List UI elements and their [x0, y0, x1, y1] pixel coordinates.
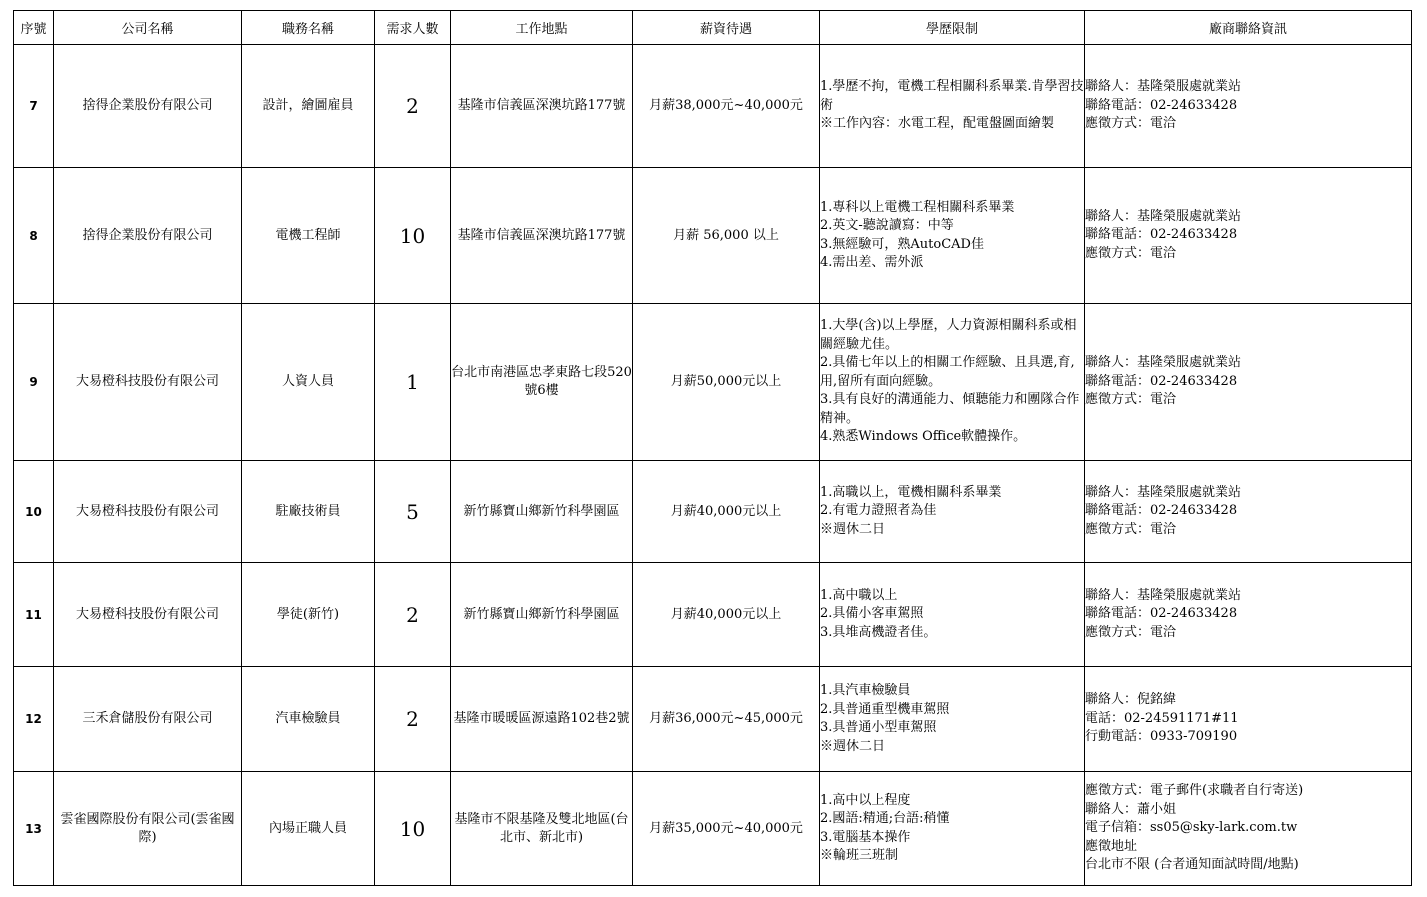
- contact-line: 聯絡電話：02-24633428: [1085, 227, 1238, 243]
- requirement-line: 2.英文-聽說讀寫：中等: [820, 218, 954, 233]
- work-location-cell: 基隆市不限基隆及雙北地區(台北市、新北市): [451, 772, 633, 886]
- salary-cell: 月薪36,000元~45,000元: [633, 667, 820, 772]
- headcount-cell: 2: [375, 45, 451, 168]
- contact-line: 行動電話：0933-709190: [1085, 729, 1238, 745]
- company-name-cell: 雲雀國際股份有限公司(雲雀國際): [54, 772, 242, 886]
- education-requirements-cell: [820, 667, 1085, 772]
- contact-line: 聯絡電話：02-24633428: [1085, 503, 1238, 519]
- requirement-line: 1.具汽車檢驗員: [820, 683, 911, 698]
- salary-cell: 月薪 56,000 以上: [633, 168, 820, 304]
- company-name-cell: 捨得企業股份有限公司: [54, 168, 242, 304]
- contact-info-cell: [1085, 304, 1412, 461]
- contact-line: 電話：02-24591171#11: [1085, 710, 1239, 726]
- requirement-line: 2.具普通重型機車駕照: [820, 701, 950, 717]
- salary-cell: 月薪35,000元~40,000元: [633, 772, 820, 886]
- contact-line: 聯絡人：基隆榮服處就業站: [1085, 208, 1242, 224]
- contact-line: 聯絡人：基隆榮服處就業站: [1085, 355, 1242, 371]
- header-education-requirements: 學歷限制: [820, 11, 1085, 45]
- contact-line: 聯絡人：蕭小姐: [1085, 801, 1177, 817]
- requirement-line: 1.高職以上，電機相關科系畢業: [820, 484, 1002, 500]
- job-title-cell: 設計，繪圖雇員: [242, 45, 375, 168]
- education-requirements-cell: [820, 304, 1085, 461]
- header-work-location: 工作地點: [451, 11, 633, 45]
- contact-line: 聯絡人：倪銘緯: [1085, 692, 1177, 708]
- company-name-cell: 大易橙科技股份有限公司: [54, 461, 242, 563]
- headcount-cell: 2: [375, 563, 451, 667]
- serial-number-cell: 13: [14, 772, 54, 886]
- contact-info-cell: [1085, 772, 1412, 886]
- contact-line: 應徵方式：電洽: [1085, 392, 1177, 408]
- contact-info-cell: [1085, 667, 1412, 772]
- contact-line: 應徵方式：電洽: [1085, 521, 1177, 537]
- headcount-cell: 10: [375, 168, 451, 304]
- company-name-cell: 大易橙科技股份有限公司: [54, 563, 242, 667]
- contact-info-cell: [1085, 461, 1412, 563]
- requirement-line: 2.具備小客車駕照: [820, 606, 924, 622]
- table-row: [14, 304, 1412, 461]
- contact-line: 應徵方式：電洽: [1085, 624, 1177, 640]
- company-name-cell: 三禾倉儲股份有限公司: [54, 667, 242, 772]
- contact-email: 電子信箱：ss05@sky-lark.com.tw: [1085, 820, 1298, 836]
- work-location-cell: 新竹縣寶山鄉新竹科學園區: [451, 563, 633, 667]
- job-title-cell: 內場正職人員: [242, 772, 375, 886]
- table-row: [14, 45, 1412, 168]
- contact-line: 聯絡人：基隆榮服處就業站: [1085, 587, 1242, 603]
- requirement-line: 3.具有良好的溝通能力、傾聽能力和團隊合作精神。: [820, 392, 1080, 426]
- requirement-line: ※週休二日: [820, 738, 886, 754]
- serial-number-cell: 12: [14, 667, 54, 772]
- contact-line: 應徵方式：電洽: [1085, 116, 1177, 132]
- requirement-line: 1.高中職以上: [820, 587, 898, 603]
- header-job-title: 職務名稱: [242, 11, 375, 45]
- requirement-line: 1.專科以上電機工程相關科系畢業: [820, 199, 1015, 215]
- requirement-line: 1.高中以上程度: [820, 792, 911, 808]
- serial-number-cell: 8: [14, 168, 54, 304]
- education-requirements-cell: [820, 168, 1085, 304]
- serial-number-cell: 9: [14, 304, 54, 461]
- requirement-line: ※工作內容：水電工程，配電盤圖面繪製: [820, 116, 1055, 132]
- work-location-cell: 台北市南港區忠孝東路七段520號6樓: [451, 304, 633, 461]
- header-serial-number: 序號: [14, 11, 54, 45]
- requirement-line: 3.具堆高機證者佳。: [820, 624, 937, 640]
- header-contact-info: 廠商聯絡資訊: [1085, 11, 1412, 45]
- requirement-line: 3.電腦基本操作: [820, 829, 911, 845]
- requirement-line: 4.需出差、需外派: [820, 255, 924, 270]
- salary-cell: 月薪38,000元~40,000元: [633, 45, 820, 168]
- table-row: [14, 772, 1412, 886]
- contact-info-cell: [1085, 563, 1412, 667]
- table-row: [14, 461, 1412, 563]
- table-row: [14, 168, 1412, 304]
- work-location-cell: 基隆市暖暖區源遠路102巷2號: [451, 667, 633, 772]
- requirement-line: ※輪班三班制: [820, 848, 899, 863]
- job-title-cell: 駐廠技術員: [242, 461, 375, 563]
- headcount-cell: 1: [375, 304, 451, 461]
- contact-line: 應徵方式：電洽: [1085, 245, 1177, 261]
- contact-line: 聯絡電話：02-24633428: [1085, 373, 1238, 389]
- salary-cell: 月薪40,000元以上: [633, 461, 820, 563]
- contact-line: 聯絡人：基隆榮服處就業站: [1085, 79, 1242, 95]
- table-header: [14, 11, 1412, 45]
- requirement-line: 2.有電力證照者為佳: [820, 503, 937, 519]
- serial-number-cell: 7: [14, 45, 54, 168]
- requirement-line: 1.大學(含)以上學歷，人力資源相關科系或相關經驗尤佳。: [820, 318, 1077, 352]
- requirement-line: 1.學歷不拘，電機工程相關科系畢業.肯學習技術: [820, 79, 1084, 113]
- job-title-cell: 人資人員: [242, 304, 375, 461]
- contact-info-cell: [1085, 168, 1412, 304]
- header-headcount: 需求人數: [375, 11, 451, 45]
- headcount-cell: 10: [375, 772, 451, 886]
- contact-line: 聯絡人：基隆榮服處就業站: [1085, 484, 1242, 500]
- contact-line: 應徵地址: [1085, 838, 1138, 854]
- headcount-cell: 5: [375, 461, 451, 563]
- company-name-cell: 大易橙科技股份有限公司: [54, 304, 242, 461]
- job-listing-table: [13, 10, 1412, 886]
- serial-number-cell: 10: [14, 461, 54, 563]
- header-salary: 薪資待遇: [633, 11, 820, 45]
- contact-info-cell: [1085, 45, 1412, 168]
- job-title-cell: 學徒(新竹): [242, 563, 375, 667]
- work-location-cell: 基隆市信義區深澳坑路177號: [451, 45, 633, 168]
- requirement-line: ※週休二日: [820, 521, 886, 537]
- job-title-cell: 電機工程師: [242, 168, 375, 304]
- header-company-name: 公司名稱: [54, 11, 242, 45]
- salary-cell: 月薪40,000元以上: [633, 563, 820, 667]
- requirement-line: 3.具普通小型車駕照: [820, 720, 937, 735]
- contact-line: 台北市不限 (合者通知面試時間/地點): [1085, 857, 1299, 873]
- header-row: [14, 11, 1412, 45]
- requirement-line: 2.具備七年以上的相關工作經驗、且具選,育,用,留所有面向經驗。: [820, 355, 1075, 389]
- education-requirements-cell: [820, 461, 1085, 563]
- company-name-cell: 捨得企業股份有限公司: [54, 45, 242, 168]
- job-title-cell: 汽車檢驗員: [242, 667, 375, 772]
- serial-number-cell: 11: [14, 563, 54, 667]
- requirement-line: 3.無經驗可，熟AutoCAD佳: [820, 236, 984, 252]
- education-requirements-cell: [820, 45, 1085, 168]
- table-body: [14, 45, 1412, 886]
- requirement-line: 2.國語:精通;台語:稍懂: [820, 811, 950, 826]
- table-row: [14, 667, 1412, 772]
- table-row: [14, 563, 1412, 667]
- education-requirements-cell: [820, 563, 1085, 667]
- work-location-cell: 新竹縣寶山鄉新竹科學園區: [451, 461, 633, 563]
- education-requirements-cell: [820, 772, 1085, 886]
- headcount-cell: 2: [375, 667, 451, 772]
- requirement-line: 4.熟悉Windows Office軟體操作。: [820, 429, 1027, 445]
- contact-line: 聯絡電話：02-24633428: [1085, 97, 1238, 113]
- contact-line: 聯絡電話：02-24633428: [1085, 606, 1238, 622]
- contact-line: 應徵方式：電子郵件(求職者自行寄送): [1085, 783, 1304, 799]
- work-location-cell: 基隆市信義區深澳坑路177號: [451, 168, 633, 304]
- salary-cell: 月薪50,000元以上: [633, 304, 820, 461]
